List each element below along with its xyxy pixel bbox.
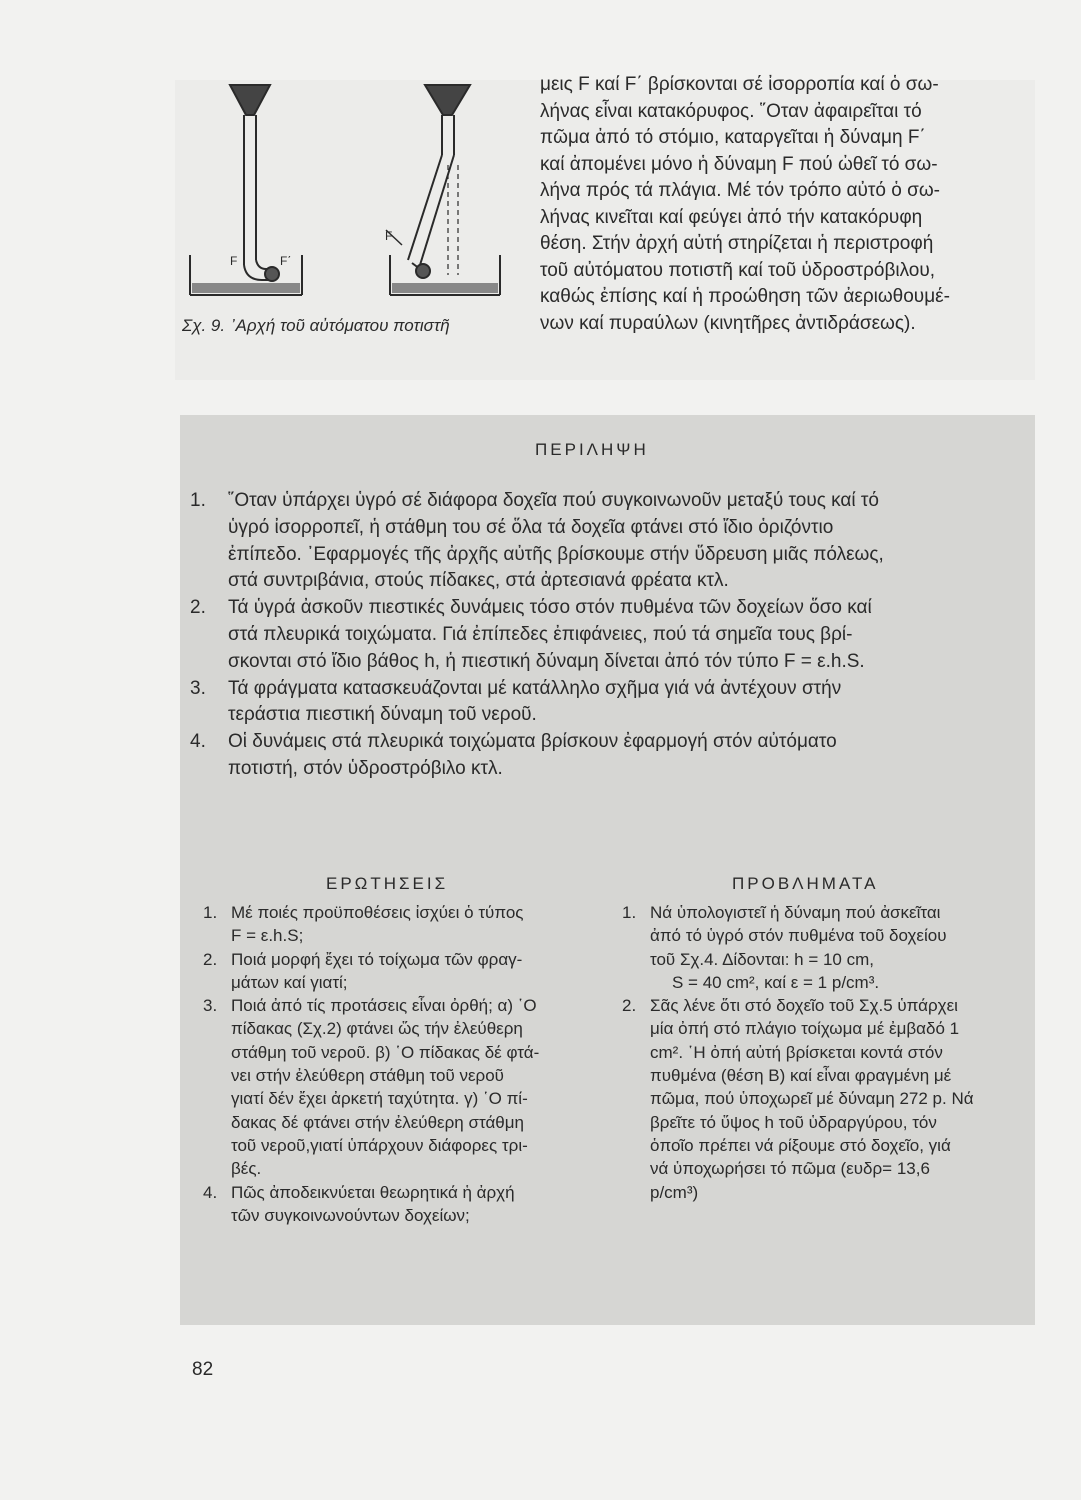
- text-line: καί ἀπομένει μόνο ἡ δύναμη F πού ὠθεῖ τό σω-: [540, 153, 938, 175]
- text-line: στάθμη τοῦ νεροῦ. β) ῾Ο πίδακας δέ φτά-: [231, 1042, 540, 1062]
- text-line: θέση. Στήν ἀρχή αὐτή στηρίζεται ἡ περιστροφή: [540, 233, 934, 254]
- questions-heading: ΕΡΩΤΗΣΕΙΣ: [326, 874, 449, 893]
- text-line: ὑγρό ἰσορροπεῖ, ἡ στάθμη του σέ ὅλα τά δοχεῖα φτάνει στό ἴδιο ὁριζόντιο: [228, 516, 834, 538]
- liquid-right: [392, 283, 498, 293]
- item-number: 2.: [622, 996, 637, 1016]
- text-line: Τά φράγματα κατασκευάζονται μέ κατάλληλο σχῆμα γιά νά ἀντέχουν στήν: [228, 677, 842, 699]
- label-f-prime: F΄: [280, 254, 292, 268]
- text-line: σκονται στό ἴδιο βάθος h, ἡ πιεστική δύναμη δίνεται ἀπό τόν τύπο F = ε.h.S.: [228, 650, 865, 672]
- text-line: τοῦ νεροῦ,γιατί ὑπάρχουν διάφορες τρι-: [231, 1135, 528, 1155]
- text-line: Μέ ποιές προϋποθέσεις ἰσχύει ὁ τύπος: [231, 903, 524, 922]
- text-line: βές.: [231, 1159, 262, 1179]
- text-line: λήνας κινεῖται καί φεύγει ἀπό τήν κατακόρυφη: [540, 206, 923, 228]
- text-line: Νά ὑπολογιστεῖ ἡ δύναμη πού ἀσκεῖται: [650, 903, 941, 922]
- text-line: μεις F καί F΄ βρίσκονται σέ ἰσορροπία καί ὁ σω-: [540, 74, 939, 95]
- label-f-right: F: [385, 229, 393, 243]
- label-f: F: [230, 254, 238, 268]
- text-line: ἀπό τό ὑγρό στόν πυθμένα τοῦ δοχείου: [650, 926, 947, 946]
- item-number: 4.: [203, 1182, 218, 1202]
- list-item: [190, 595, 1030, 675]
- item-number: 3.: [190, 677, 206, 699]
- text-line: Σᾶς λένε ὅτι στό δοχεῖο τοῦ Σχ.5 ὑπάρχει: [650, 996, 958, 1016]
- sprinkler-diagram: [180, 75, 520, 315]
- text-line: Οἱ δυνάμεις στά πλευρικά τοιχώματα βρίσκουν ἐφαρμογή στόν αὐτόματο: [228, 731, 837, 753]
- text-line: μάτων καί γιατί;: [231, 972, 348, 992]
- text-line: ποτιστή, στόν ὑδροστρόβιλο κτλ.: [228, 757, 503, 779]
- text-line: S = 40 cm², καί ε = 1 p/cm³.: [672, 972, 880, 992]
- list-item: [622, 994, 1032, 1204]
- text-line: πυθμένα (θέση Β) καί εἶναι φραγμένη μέ: [650, 1066, 952, 1086]
- list-item: [190, 729, 1030, 783]
- text-line: ῞Οταν ὑπάρχει ὑγρό σέ διάφορα δοχεῖα πού συγκοινωνοῦν μεταξύ τους καί τό: [228, 490, 879, 511]
- text-line: πῶμα ἀπό τό στόμιο, καταργεῖται ἡ δύναμη F΄: [540, 127, 926, 148]
- text-line: τοῦ αὐτόματου ποτιστῆ καί τοῦ ὑδροστρόβιλου,: [540, 259, 936, 281]
- text-line: λήνας εἶναι κατακόρυφος. ῞Οταν ἀφαιρεῖται τό: [540, 100, 922, 122]
- figure-caption: Σχ. 9. ᾿Αρχή τοῦ αὐτόματου ποτιστῆ: [182, 316, 450, 335]
- text-line: τοῦ Σχ.4. Δίδονται: h = 10 cm,: [650, 949, 874, 969]
- text-line: F = ε.h.S;: [231, 926, 304, 946]
- text-line: Ποιά μορφή ἔχει τό τοίχωμα τῶν φραγ-: [231, 949, 523, 969]
- list-item: [622, 901, 1032, 994]
- text-line: Τά ὑγρά ἀσκοῦν πιεστικές δυνάμεις τόσο στόν πυθμένα τῶν δοχείων ὅσο καί: [228, 597, 872, 619]
- list-item: [203, 1181, 603, 1228]
- text-line: Πῶς ἀποδεικνύεται θεωρητικά ἡ ἀρχή: [231, 1182, 515, 1202]
- liquid-left: [192, 283, 300, 293]
- list-item: [190, 488, 1030, 595]
- figure-automatic-sprinkler: [180, 75, 520, 345]
- page-number: 82: [192, 1359, 214, 1380]
- problems-heading: ΠΡΟΒΛΗΜΑΤΑ: [732, 874, 879, 893]
- text-line: ὁποῖο πρέπει νά ρίξουμε στό δοχεῖο, γιά: [650, 1135, 951, 1155]
- text-line: τεράστια πιεστική δύναμη τοῦ νεροῦ.: [228, 704, 537, 726]
- item-number: 4.: [190, 731, 206, 753]
- text-line: καθώς ἐπίσης καί ἡ προώθηση τῶν ἀεριωθουμέ-: [540, 286, 950, 307]
- text-line: p/cm³): [650, 1182, 699, 1202]
- text-line: νει στήν ἐλεύθερη στάθμη τοῦ νεροῦ: [231, 1066, 504, 1086]
- text-line: τῶν συγκοινωνούντων δοχείων;: [231, 1205, 470, 1225]
- list-item: [203, 948, 603, 995]
- list-item: [203, 994, 603, 1180]
- problems-list: [622, 901, 1032, 1204]
- text-line: νων καί πυραύλων (κινητῆρες ἀντιδράσεως).: [540, 312, 916, 334]
- text-line: στά συντριβάνια, στούς πίδακες, στά ἀρτεσιανά φρέατα κτλ.: [228, 570, 729, 592]
- summary-list: [190, 488, 1030, 783]
- item-number: 2.: [203, 949, 218, 969]
- list-item: [203, 901, 603, 948]
- item-number: 1.: [622, 903, 637, 922]
- intro-paragraph: [540, 72, 1040, 337]
- text-line: πίδακας (Σχ.2) φτάνει ὥς τήν ἐλεύθερη: [231, 1019, 523, 1039]
- item-number: 1.: [203, 903, 218, 922]
- item-number: 2.: [190, 597, 206, 619]
- text-line: γιατί δέν ἔχει ἀρκετή ταχύτητα. γ) ῾Ο πί-: [231, 1089, 528, 1109]
- list-item: [190, 676, 1030, 730]
- text-line: μία ὀπή στό πλάγιο τοίχωμα μέ ἐμβαδό 1: [650, 1019, 960, 1039]
- summary-heading: ΠΕΡΙΛΗΨΗ: [535, 440, 649, 459]
- text-line: ἐπίπεδο. ᾿Εφαρμογές τῆς ἀρχῆς αὐτῆς βρίσκουμε στήν ὕδρευση μιᾶς πόλεως,: [228, 543, 884, 565]
- text-line: στά πλευρικά τοιχώματα. Γιά ἐπίπεδες ἐπιφάνειες, πού τά σημεῖα τους βρί-: [228, 623, 853, 645]
- text-line: δακας δέ φτάνει στήν ἐλεύθερη στάθμη: [231, 1112, 524, 1132]
- text-line: λήνα πρός τά πλάγια. Μέ τόν τρόπο αὐτό ὁ σω-: [540, 180, 941, 201]
- text-line: cm². ῾Η ὀπή αὐτή βρίσκεται κοντά στόν: [650, 1042, 943, 1062]
- text-line: βρεῖτε τό ὕψος h τοῦ ὑδραργύρου, τόν: [650, 1112, 937, 1132]
- item-number: 3.: [203, 996, 218, 1016]
- text-line: νά ὑποχωρήσει τό πῶμα (ευδρ= 13,6: [650, 1159, 930, 1179]
- item-number: 1.: [190, 490, 206, 511]
- questions-list: [203, 901, 603, 1227]
- text-line: πῶμα, πού ὑποχωρεῖ μέ δύναμη 272 p. Νά: [650, 1089, 974, 1109]
- text-line: Ποιά ἀπό τίς προτάσεις εἶναι ὀρθή; α) ῾Ο: [231, 996, 537, 1016]
